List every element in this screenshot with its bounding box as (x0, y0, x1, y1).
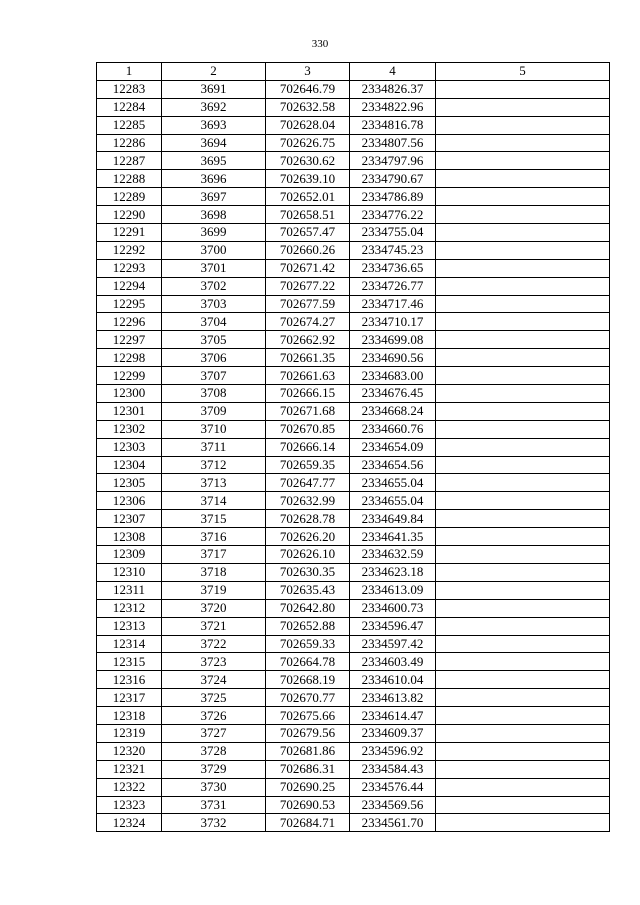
table-cell: 702626.75 (266, 134, 350, 152)
table-row (97, 617, 610, 635)
table-cell (436, 742, 610, 760)
table-cell (436, 367, 610, 385)
table-row (97, 474, 610, 492)
table-cell (436, 814, 610, 832)
table-cell (436, 134, 610, 152)
table-row (97, 492, 610, 510)
table-cell: 702674.27 (266, 313, 350, 331)
table-cell: 12320 (97, 742, 162, 760)
table-cell (436, 635, 610, 653)
table-cell: 12297 (97, 331, 162, 349)
table-cell (436, 796, 610, 814)
table-row (97, 313, 610, 331)
table-cell: 3718 (162, 563, 266, 581)
table-row (97, 367, 610, 385)
table-cell: 3696 (162, 170, 266, 188)
table-cell: 3730 (162, 778, 266, 796)
table-cell: 3726 (162, 707, 266, 725)
table-cell: 702675.66 (266, 707, 350, 725)
table-cell: 12315 (97, 653, 162, 671)
table-cell: 12314 (97, 635, 162, 653)
table-cell: 3691 (162, 80, 266, 98)
table-cell: 2334683.00 (350, 367, 436, 385)
table-cell: 702626.20 (266, 528, 350, 546)
table-row (97, 80, 610, 98)
table-cell: 702632.58 (266, 98, 350, 116)
table-cell: 2334755.04 (350, 224, 436, 242)
table-cell: 702661.35 (266, 349, 350, 367)
table-cell: 12291 (97, 224, 162, 242)
table-cell (436, 295, 610, 313)
table-cell: 702681.86 (266, 742, 350, 760)
table-cell: 702646.79 (266, 80, 350, 98)
table-cell (436, 116, 610, 134)
table-cell: 12296 (97, 313, 162, 331)
table-cell: 12323 (97, 796, 162, 814)
table-cell: 12284 (97, 98, 162, 116)
table-cell: 2334816.78 (350, 116, 436, 134)
table-row (97, 563, 610, 581)
table-cell: 12292 (97, 241, 162, 259)
table-cell (436, 778, 610, 796)
table-cell: 2334596.92 (350, 742, 436, 760)
table-cell: 2334596.47 (350, 617, 436, 635)
table-cell: 702628.78 (266, 510, 350, 528)
table-cell: 2334576.44 (350, 778, 436, 796)
table-row (97, 724, 610, 742)
table-row (97, 456, 610, 474)
table-cell: 3732 (162, 814, 266, 832)
table-cell: 3717 (162, 546, 266, 564)
table-cell: 702670.77 (266, 689, 350, 707)
table-row (97, 152, 610, 170)
table-cell (436, 528, 610, 546)
table-cell (436, 331, 610, 349)
table-cell: 3700 (162, 241, 266, 259)
table-cell: 2334597.42 (350, 635, 436, 653)
table-cell: 12303 (97, 438, 162, 456)
table-cell: 702632.99 (266, 492, 350, 510)
table-cell: 3707 (162, 367, 266, 385)
table-cell (436, 152, 610, 170)
table-cell: 2334632.59 (350, 546, 436, 564)
table-body (97, 80, 610, 831)
table-cell: 12295 (97, 295, 162, 313)
table-row (97, 653, 610, 671)
table-cell (436, 599, 610, 617)
table-row (97, 796, 610, 814)
table-cell: 3723 (162, 653, 266, 671)
table-row (97, 259, 610, 277)
table-cell: 2334649.84 (350, 510, 436, 528)
table-cell: 12310 (97, 563, 162, 581)
table-cell: 12288 (97, 170, 162, 188)
table-row (97, 438, 610, 456)
table-cell (436, 224, 610, 242)
table-cell: 702630.62 (266, 152, 350, 170)
table-cell: 702684.71 (266, 814, 350, 832)
table-cell: 702666.14 (266, 438, 350, 456)
table-cell: 3706 (162, 349, 266, 367)
table-cell: 3697 (162, 188, 266, 206)
table-cell: 702657.47 (266, 224, 350, 242)
page-number: 330 (311, 38, 329, 50)
table-cell: 2334561.70 (350, 814, 436, 832)
table-cell (436, 671, 610, 689)
table-cell: 3703 (162, 295, 266, 313)
table-row (97, 402, 610, 420)
table-cell: 3694 (162, 134, 266, 152)
table-cell: 702635.43 (266, 581, 350, 599)
table-cell: 2334660.76 (350, 420, 436, 438)
table-row (97, 742, 610, 760)
table-cell: 702677.22 (266, 277, 350, 295)
table-cell: 3721 (162, 617, 266, 635)
table-cell: 702670.85 (266, 420, 350, 438)
table-cell: 12301 (97, 402, 162, 420)
table-cell: 702647.77 (266, 474, 350, 492)
table-cell (436, 707, 610, 725)
table-cell: 2334609.37 (350, 724, 436, 742)
table-cell: 12306 (97, 492, 162, 510)
table-cell: 3704 (162, 313, 266, 331)
table-cell: 2334822.96 (350, 98, 436, 116)
table-cell: 702662.92 (266, 331, 350, 349)
table-cell: 702690.53 (266, 796, 350, 814)
table-cell: 3705 (162, 331, 266, 349)
table-cell: 702626.10 (266, 546, 350, 564)
table-cell: 3725 (162, 689, 266, 707)
table-cell: 3719 (162, 581, 266, 599)
table-cell: 702658.51 (266, 206, 350, 224)
table-cell (436, 438, 610, 456)
table-cell: 702652.01 (266, 188, 350, 206)
table-cell: 2334668.24 (350, 402, 436, 420)
table-cell: 2334569.56 (350, 796, 436, 814)
table-cell: 702671.68 (266, 402, 350, 420)
table-cell: 12313 (97, 617, 162, 635)
table-cell: 2334655.04 (350, 474, 436, 492)
table-cell: 12302 (97, 420, 162, 438)
table-cell: 3713 (162, 474, 266, 492)
table-cell: 12289 (97, 188, 162, 206)
table-cell: 3728 (162, 742, 266, 760)
table-row (97, 277, 610, 295)
table-cell (436, 546, 610, 564)
table-cell: 2334623.18 (350, 563, 436, 581)
column-header: 2 (162, 63, 266, 81)
column-header: 5 (436, 63, 610, 81)
table-cell: 12286 (97, 134, 162, 152)
table-cell: 12305 (97, 474, 162, 492)
table-cell (436, 385, 610, 403)
table-cell (436, 206, 610, 224)
table-row (97, 814, 610, 832)
table-cell: 12290 (97, 206, 162, 224)
table-row (97, 778, 610, 796)
table-cell: 2334655.04 (350, 492, 436, 510)
table-cell: 3720 (162, 599, 266, 617)
table-cell (436, 581, 610, 599)
table-cell: 2334826.37 (350, 80, 436, 98)
table-cell: 702664.78 (266, 653, 350, 671)
table-cell (436, 724, 610, 742)
table-cell: 2334584.43 (350, 760, 436, 778)
table-cell: 702659.35 (266, 456, 350, 474)
table-cell: 12319 (97, 724, 162, 742)
table-cell: 702652.88 (266, 617, 350, 635)
table-cell: 3724 (162, 671, 266, 689)
table-cell: 12300 (97, 385, 162, 403)
table-cell: 12294 (97, 277, 162, 295)
table-cell: 3714 (162, 492, 266, 510)
table-cell: 2334736.65 (350, 259, 436, 277)
table-cell: 12309 (97, 546, 162, 564)
table-row (97, 635, 610, 653)
table-row (97, 331, 610, 349)
table-cell (436, 689, 610, 707)
table-cell (436, 259, 610, 277)
table-cell: 12324 (97, 814, 162, 832)
table-cell: 12322 (97, 778, 162, 796)
table-cell (436, 80, 610, 98)
table-cell: 2334614.47 (350, 707, 436, 725)
table-row (97, 599, 610, 617)
table-cell: 12293 (97, 259, 162, 277)
table-cell: 3702 (162, 277, 266, 295)
table-cell: 2334654.56 (350, 456, 436, 474)
table-row (97, 671, 610, 689)
table-row (97, 224, 610, 242)
column-header: 1 (97, 63, 162, 81)
table-cell: 702677.59 (266, 295, 350, 313)
table-cell: 702686.31 (266, 760, 350, 778)
table-cell: 3727 (162, 724, 266, 742)
table-header-row (97, 63, 610, 81)
table-row (97, 760, 610, 778)
table-row (97, 385, 610, 403)
table-cell: 12304 (97, 456, 162, 474)
table-cell: 2334641.35 (350, 528, 436, 546)
table-row (97, 528, 610, 546)
table-row (97, 546, 610, 564)
table-cell: 12283 (97, 80, 162, 98)
table-cell: 12317 (97, 689, 162, 707)
table-cell: 2334600.73 (350, 599, 436, 617)
table-cell (436, 277, 610, 295)
table-cell: 3716 (162, 528, 266, 546)
table-cell (436, 241, 610, 259)
column-header: 3 (266, 63, 350, 81)
table-row (97, 420, 610, 438)
table-cell: 3709 (162, 402, 266, 420)
table-cell: 2334613.09 (350, 581, 436, 599)
table-cell (436, 456, 610, 474)
table-cell: 702630.35 (266, 563, 350, 581)
table-cell: 702628.04 (266, 116, 350, 134)
table-cell: 2334610.04 (350, 671, 436, 689)
table-cell: 3712 (162, 456, 266, 474)
table-cell (436, 349, 610, 367)
table-cell: 2334613.82 (350, 689, 436, 707)
table-cell (436, 188, 610, 206)
table-row (97, 116, 610, 134)
table-cell: 2334786.89 (350, 188, 436, 206)
table-cell (436, 420, 610, 438)
table-cell: 12299 (97, 367, 162, 385)
table-cell: 702659.33 (266, 635, 350, 653)
table-cell: 12316 (97, 671, 162, 689)
table-cell: 12318 (97, 707, 162, 725)
table-cell: 12298 (97, 349, 162, 367)
table-cell: 2334603.49 (350, 653, 436, 671)
table-row (97, 510, 610, 528)
table-cell: 2334717.46 (350, 295, 436, 313)
table-cell: 2334699.08 (350, 331, 436, 349)
table-cell: 3701 (162, 259, 266, 277)
table-cell: 12308 (97, 528, 162, 546)
table-row (97, 98, 610, 116)
table-cell: 702679.56 (266, 724, 350, 742)
table-row (97, 689, 610, 707)
table-cell: 2334726.77 (350, 277, 436, 295)
table-cell (436, 313, 610, 331)
table-cell: 2334710.17 (350, 313, 436, 331)
coordinates-table (96, 62, 610, 832)
table-cell: 702666.15 (266, 385, 350, 403)
table-row (97, 188, 610, 206)
table-cell: 3699 (162, 224, 266, 242)
table-cell: 12321 (97, 760, 162, 778)
table-cell: 2334745.23 (350, 241, 436, 259)
table-cell: 3711 (162, 438, 266, 456)
table-cell: 702690.25 (266, 778, 350, 796)
table-cell (436, 653, 610, 671)
table-row (97, 170, 610, 188)
table-cell: 3722 (162, 635, 266, 653)
table-row (97, 349, 610, 367)
table-cell: 12285 (97, 116, 162, 134)
table-row (97, 241, 610, 259)
table-cell (436, 563, 610, 581)
table-cell: 12307 (97, 510, 162, 528)
table-cell (436, 617, 610, 635)
table-cell: 3698 (162, 206, 266, 224)
table-cell (436, 170, 610, 188)
table-row (97, 134, 610, 152)
table-cell (436, 760, 610, 778)
table-cell: 2334690.56 (350, 349, 436, 367)
table-cell: 702661.63 (266, 367, 350, 385)
table-cell: 12312 (97, 599, 162, 617)
table-cell: 3731 (162, 796, 266, 814)
table-cell (436, 402, 610, 420)
table-cell: 3729 (162, 760, 266, 778)
table-cell: 3692 (162, 98, 266, 116)
table-cell: 2334790.67 (350, 170, 436, 188)
table-cell: 3708 (162, 385, 266, 403)
table-cell: 2334776.22 (350, 206, 436, 224)
table-cell: 702642.80 (266, 599, 350, 617)
table-row (97, 295, 610, 313)
table-row (97, 581, 610, 599)
table-cell: 702671.42 (266, 259, 350, 277)
table-cell: 2334676.45 (350, 385, 436, 403)
table-cell: 702668.19 (266, 671, 350, 689)
table-cell: 3695 (162, 152, 266, 170)
table-cell: 2334654.09 (350, 438, 436, 456)
table-cell: 2334807.56 (350, 134, 436, 152)
table-cell: 2334797.96 (350, 152, 436, 170)
table-cell (436, 98, 610, 116)
table-cell: 12287 (97, 152, 162, 170)
column-header: 4 (350, 63, 436, 81)
table-cell: 3693 (162, 116, 266, 134)
table-cell: 702639.10 (266, 170, 350, 188)
table-cell: 12311 (97, 581, 162, 599)
table-cell: 702660.26 (266, 241, 350, 259)
table-cell (436, 474, 610, 492)
table-row (97, 206, 610, 224)
table-cell: 3710 (162, 420, 266, 438)
table-row (97, 707, 610, 725)
table-cell: 3715 (162, 510, 266, 528)
table-cell (436, 492, 610, 510)
table-cell (436, 510, 610, 528)
